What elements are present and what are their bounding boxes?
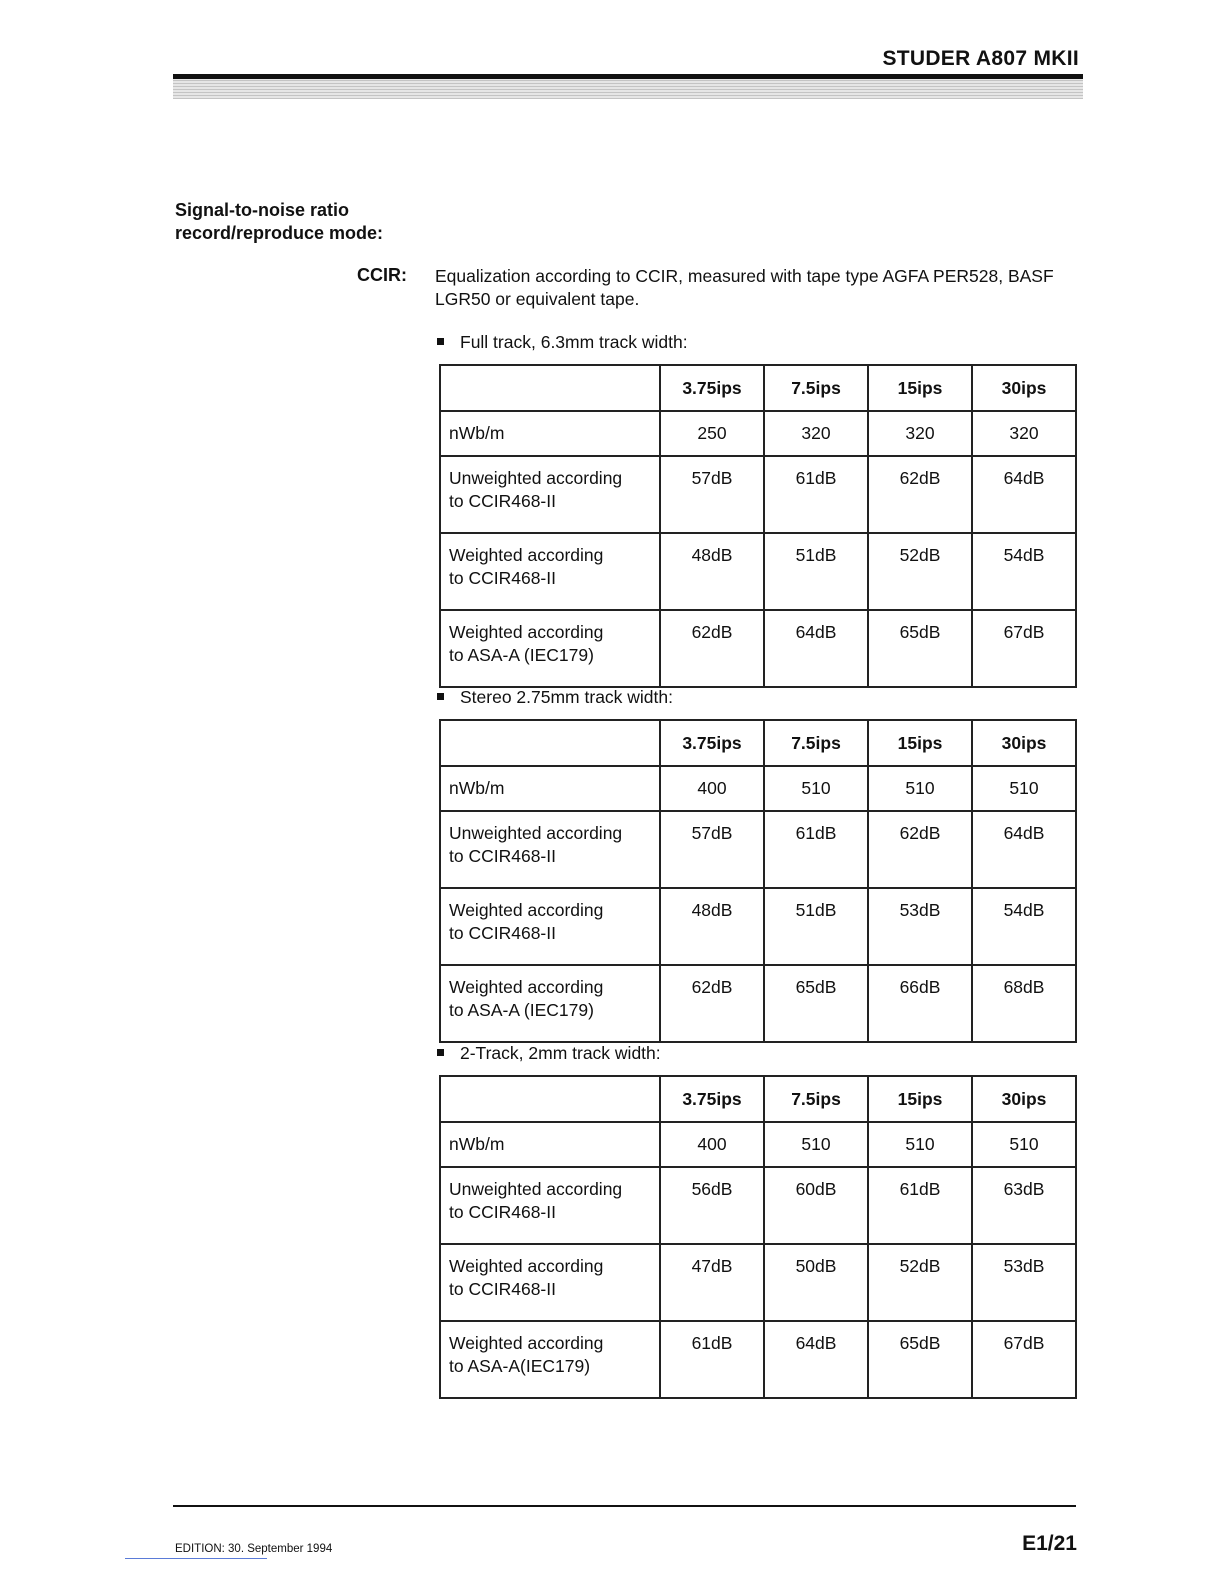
table-row [440, 1167, 1076, 1244]
table-cell: 67dB [972, 610, 1076, 687]
ccir-description: Equalization according to CCIR, measured with tape type AGFA PER528, BASF LGR50 or equivalent tape. [435, 266, 1054, 309]
table-cell: 510 [972, 766, 1076, 811]
table-corner-cell [440, 365, 660, 411]
section-title [175, 199, 383, 245]
table-cell: 54dB [972, 533, 1076, 610]
row-label-line1: Unweighted according [449, 1179, 623, 1199]
row-label-line1: Weighted according [449, 1256, 604, 1276]
row-label-line2: to CCIR468-II [449, 491, 556, 511]
table-cell: 65dB [868, 610, 972, 687]
table-cell: 320 [764, 411, 868, 456]
table-cell: 510 [972, 1122, 1076, 1167]
row-label-line1: Weighted according [449, 545, 604, 565]
row-label-line1: Weighted according [449, 977, 604, 997]
column-header: 15ips [868, 720, 972, 766]
table-cell: 64dB [764, 610, 868, 687]
table-row [440, 1244, 1076, 1321]
page-number: E1/21 [1022, 1532, 1077, 1555]
bullet-icon [437, 1049, 444, 1056]
table-cell: 68dB [972, 965, 1076, 1042]
row-label-line1: Unweighted according [449, 468, 623, 488]
table-row [440, 888, 1076, 965]
snr-table-full-track [439, 364, 1077, 688]
table-cell: 51dB [764, 533, 868, 610]
column-header: 3.75ips [660, 365, 764, 411]
table-row [440, 456, 1076, 533]
table-cell: 67dB [972, 1321, 1076, 1398]
scan-artifact-line [125, 1558, 267, 1559]
table-cell: 510 [764, 766, 868, 811]
section-title-line2: record/reproduce mode: [175, 223, 384, 243]
row-label [440, 533, 660, 610]
table-row [440, 1321, 1076, 1398]
table-row [440, 1122, 1076, 1167]
column-header: 7.5ips [764, 365, 868, 411]
table-cell: 50dB [764, 1244, 868, 1321]
bullet-icon [437, 338, 444, 345]
table-row [440, 766, 1076, 811]
table-cell: 62dB [868, 456, 972, 533]
table-cell: 52dB [868, 533, 972, 610]
table-caption [437, 1043, 661, 1064]
table-cell: 510 [868, 1122, 972, 1167]
table-row [440, 965, 1076, 1042]
row-label [440, 1321, 660, 1398]
footer-edition: EDITION: 30. September 1994 [175, 1543, 333, 1555]
row-label-line2: to CCIR468-II [449, 846, 556, 866]
table-cell: 56dB [660, 1167, 764, 1244]
table-cell: 62dB [660, 965, 764, 1042]
table-cell: 400 [660, 766, 764, 811]
document-header-title: STUDER A807 MKII [882, 47, 1079, 70]
row-label-line2: to ASA-A (IEC179) [449, 1000, 594, 1020]
table-header-row [440, 720, 1076, 766]
table-cell: 62dB [868, 811, 972, 888]
snr-table-2-track [439, 1075, 1077, 1399]
table-cell: 61dB [764, 456, 868, 533]
ccir-label: CCIR: [357, 265, 407, 285]
bullet-icon [437, 693, 444, 700]
row-label-line2: to CCIR468-II [449, 568, 556, 588]
table-caption [437, 332, 688, 353]
table-cell: 57dB [660, 811, 764, 888]
column-header: 15ips [868, 365, 972, 411]
table-cell: 60dB [764, 1167, 868, 1244]
table-caption-text: Full track, 6.3mm track width: [460, 332, 688, 352]
table-cell: 320 [868, 411, 972, 456]
table-cell: 320 [972, 411, 1076, 456]
table-row [440, 811, 1076, 888]
row-label-line1: Weighted according [449, 1333, 604, 1353]
table-cell: 54dB [972, 888, 1076, 965]
row-label [440, 811, 660, 888]
table-cell: 53dB [972, 1244, 1076, 1321]
table-cell: 65dB [868, 1321, 972, 1398]
table-cell: 52dB [868, 1244, 972, 1321]
row-label-line1: Weighted according [449, 622, 604, 642]
section-title-line1: Signal-to-noise ratio [175, 200, 350, 220]
row-label-line2: to ASA-A (IEC179) [449, 645, 594, 665]
column-header: 30ips [972, 365, 1076, 411]
row-label [440, 1244, 660, 1321]
row-label-line2: to CCIR468-II [449, 1279, 556, 1299]
table-cell: 66dB [868, 965, 972, 1042]
row-label-line2: to CCIR468-II [449, 923, 556, 943]
row-label [440, 888, 660, 965]
row-label: nWb/m [440, 411, 660, 456]
footer-rule [173, 1505, 1076, 1507]
column-header: 7.5ips [764, 720, 868, 766]
row-label [440, 1167, 660, 1244]
table-cell: 510 [868, 766, 972, 811]
row-label [440, 610, 660, 687]
column-header: 15ips [868, 1076, 972, 1122]
row-label: nWb/m [440, 1122, 660, 1167]
table-header-row [440, 365, 1076, 411]
table-cell: 62dB [660, 610, 764, 687]
table-corner-cell [440, 1076, 660, 1122]
table-cell: 400 [660, 1122, 764, 1167]
row-label-line2: to ASA-A(IEC179) [449, 1356, 591, 1376]
table-cell: 61dB [764, 811, 868, 888]
column-header: 3.75ips [660, 720, 764, 766]
table-row [440, 610, 1076, 687]
column-header: 7.5ips [764, 1076, 868, 1122]
table-cell: 63dB [972, 1167, 1076, 1244]
table-cell: 510 [764, 1122, 868, 1167]
row-label-line2: to CCIR468-II [449, 1202, 556, 1222]
column-header: 30ips [972, 1076, 1076, 1122]
table-cell: 65dB [764, 965, 868, 1042]
row-label [440, 965, 660, 1042]
table-cell: 61dB [868, 1167, 972, 1244]
table-row [440, 533, 1076, 610]
snr-table-stereo [439, 719, 1077, 1043]
table-cell: 64dB [972, 811, 1076, 888]
table-header-row [440, 1076, 1076, 1122]
column-header: 3.75ips [660, 1076, 764, 1122]
header-band [173, 79, 1083, 99]
row-label-line1: Weighted according [449, 900, 604, 920]
table-cell: 61dB [660, 1321, 764, 1398]
table-cell: 250 [660, 411, 764, 456]
table-cell: 48dB [660, 888, 764, 965]
table-cell: 53dB [868, 888, 972, 965]
row-label-line1: Unweighted according [449, 823, 623, 843]
table-caption-text: 2-Track, 2mm track width: [460, 1043, 661, 1063]
table-row [440, 411, 1076, 456]
column-header: 30ips [972, 720, 1076, 766]
table-cell: 64dB [764, 1321, 868, 1398]
table-cell: 47dB [660, 1244, 764, 1321]
table-corner-cell [440, 720, 660, 766]
table-cell: 51dB [764, 888, 868, 965]
table-cell: 57dB [660, 456, 764, 533]
table-caption-text: Stereo 2.75mm track width: [460, 687, 673, 707]
row-label [440, 456, 660, 533]
table-cell: 64dB [972, 456, 1076, 533]
table-cell: 48dB [660, 533, 764, 610]
table-caption [437, 687, 673, 708]
row-label: nWb/m [440, 766, 660, 811]
